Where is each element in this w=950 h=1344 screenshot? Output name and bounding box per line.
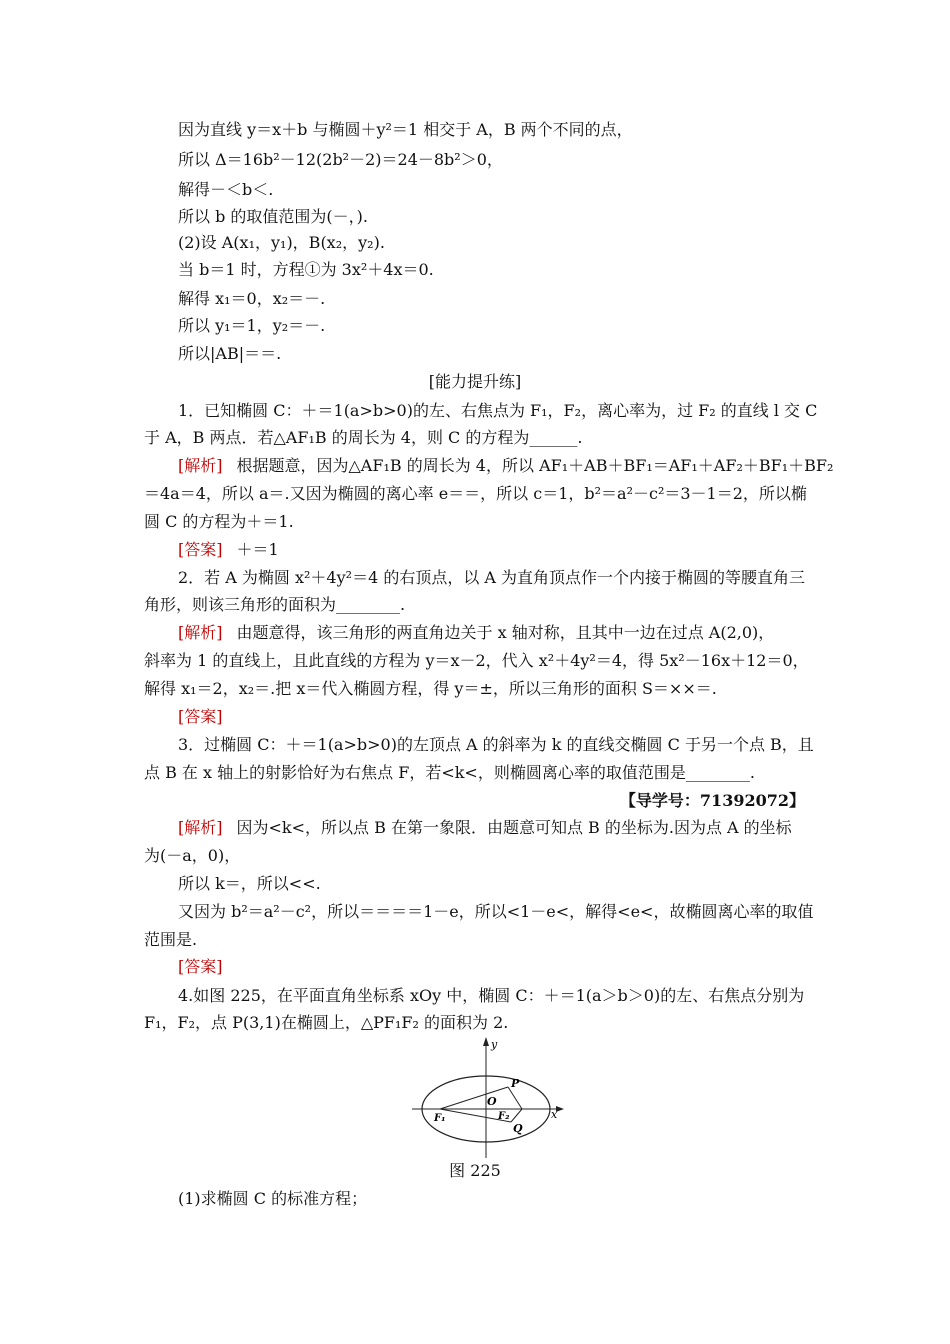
label-f2: F₂	[498, 1111, 510, 1122]
text-line: (2)设 A(x₁，y₁)，B(x₂，y₂).	[178, 233, 385, 252]
text-line: 所以|AB|＝＝.	[178, 344, 282, 363]
question-2-text: 2．若 A 为椭圆 x²＋4y²＝4 的右顶点，以 A 为直角顶点作一个内接于椭圆的等腰直角三	[178, 568, 806, 587]
question-1-text: 1．已知椭圆 C：＋＝1(a>b>0)的左、右焦点为 F₁，F₂，离心率为，过 F₂ 的直线 l 交 C	[178, 401, 818, 420]
answer-tag: [答案]	[178, 957, 223, 976]
analysis-tag: [解析]	[178, 623, 223, 642]
section-heading: [能力提升练]	[428, 372, 522, 391]
label-y: y	[491, 1038, 498, 1051]
label-q: Q	[513, 1122, 523, 1135]
question-3-text: 点 B 在 x 轴上的射影恰好为右焦点 F，若<k<，则椭圆离心率的取值范围是________.	[144, 763, 755, 782]
question-3-analysis	[178, 818, 792, 838]
segment-f1-p	[440, 1087, 508, 1109]
analysis-tag: [解析]	[178, 818, 223, 837]
question-3-analysis: 为(－a，0)，	[144, 846, 241, 865]
figure-caption: 图 225	[449, 1161, 501, 1180]
text-line: 所以 y₁＝1，y₂＝－.	[178, 316, 326, 335]
question-2-analysis: 解得 x₁＝2，x₂＝.把 x＝代入椭圆方程，得 y＝±，所以三角形的面积 S＝××＝.	[144, 679, 717, 698]
label-f1: F₁	[434, 1113, 446, 1124]
text-line: 所以 b 的取值范围为(－，).	[178, 207, 368, 226]
question-1-answer	[178, 540, 279, 560]
question-2-text: 角形，则该三角形的面积为________.	[144, 595, 406, 614]
label-p: P	[511, 1077, 520, 1090]
question-3-analysis: 所以 k＝，所以<<.	[178, 874, 321, 893]
question-3-answer	[178, 957, 237, 977]
answer-tag: [答案]	[178, 707, 223, 726]
question-4-text: 4.如图 225，在平面直角坐标系 xOy 中，椭圆 C：＋＝1(a＞b＞0)的左、右焦点分别为	[178, 986, 805, 1005]
ellipse-figure	[408, 1034, 568, 1164]
analysis-text: 由题意得，该三角形的两直角边关于 x 轴对称，且其中一边在过点 A(2,0)，	[236, 623, 775, 642]
text-line: 因为直线 y＝x＋b 与椭圆＋y²＝1 相交于 A，B 两个不同的点，	[178, 120, 633, 139]
reference-number: 【导学号：71392072】	[619, 791, 805, 810]
text-line: 所以 Δ＝16b²－12(2b²－2)＝24－8b²＞0，	[178, 150, 503, 169]
answer-text: ＋＝1	[236, 540, 279, 559]
question-1-analysis	[178, 456, 833, 476]
text-line: 解得－＜b＜.	[178, 180, 274, 199]
segment-f2-q	[511, 1109, 522, 1122]
analysis-text: 根据题意，因为△AF₁B 的周长为 4，所以 AF₁＋AB＋BF₁＝AF₁＋AF₂＋BF₁＋BF₂	[236, 456, 834, 475]
question-4-part-1: (1)求椭圆 C 的标准方程；	[178, 1189, 368, 1208]
answer-tag: [答案]	[178, 540, 223, 559]
question-2-analysis: 斜率为 1 的直线上，且此直线的方程为 y＝x－2，代入 x²＋4y²＝4，得 5x²－16x＋12＝0，	[144, 651, 809, 670]
analysis-text: 因为<k<，所以点 B 在第一象限．由题意可知点 B 的坐标为.因为点 A 的坐标	[236, 818, 792, 837]
y-axis-arrow	[483, 1037, 489, 1046]
analysis-tag: [解析]	[178, 456, 223, 475]
text-line: 当 b＝1 时，方程①为 3x²＋4x＝0.	[178, 260, 434, 279]
segment-p-f2	[508, 1087, 522, 1109]
question-1-analysis: ＝4a＝4，所以 a＝.又因为椭圆的离心率 e＝＝，所以 c＝1，b²＝a²－c²＝3－1＝2，所以椭	[144, 484, 807, 503]
question-3-analysis: 又因为 b²＝a²－c²，所以＝＝＝＝1－e，所以<1－e<，解得<e<，故椭圆离心率的取值	[178, 902, 814, 921]
question-4-text: F₁，F₂，点 P(3,1)在椭圆上，△PF₁F₂ 的面积为 2.	[144, 1013, 509, 1032]
question-1-analysis: 圆 C 的方程为＋＝1.	[144, 512, 294, 531]
question-1-text: 于 A，B 两点．若△AF₁B 的周长为 4，则 C 的方程为______.	[144, 428, 583, 447]
text-line: 解得 x₁＝0，x₂＝－.	[178, 289, 326, 308]
label-x: x	[551, 1108, 558, 1121]
question-3-analysis: 范围是.	[144, 930, 198, 949]
question-2-analysis	[178, 623, 774, 643]
label-o: O	[487, 1095, 497, 1108]
question-2-answer	[178, 707, 237, 727]
question-3-text: 3．过椭圆 C：＋＝1(a>b>0)的左顶点 A 的斜率为 k 的直线交椭圆 C 于另一个点 B，且	[178, 735, 814, 754]
